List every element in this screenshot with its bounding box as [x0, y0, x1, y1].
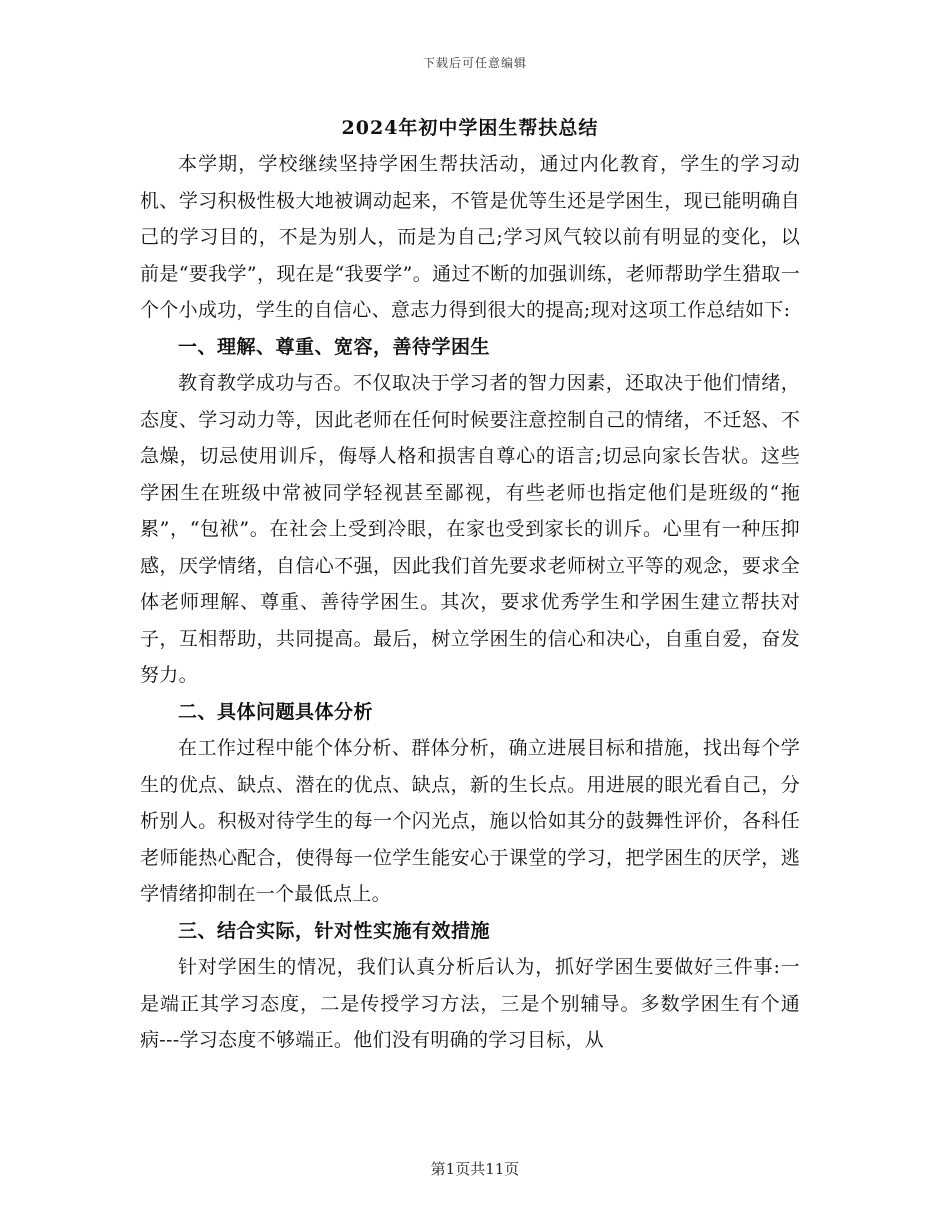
page-number: 第1页共11页 — [430, 1160, 520, 1178]
section-2-paragraph: 在工作过程中能个体分析、群体分析，确立进展目标和措施，找出每个学生的优点、缺点、潜在的优点、缺点，新的生长点。用进展的眼光看自己，分析别人。积极对待学生的每一个闪光点，施以恰如其分的鼓舞性评价，各科任老师能热心配合，使得每一位学生能安心于课堂的学习，把学困生的厌学，逃学情绪抑制在一个最低点上。 — [140, 737, 800, 905]
document-body — [140, 110, 800, 1059]
document-title: 2024年初中学困生帮扶总结 — [341, 117, 599, 139]
section-3-paragraph: 针对学困生的情况，我们认真分析后认为，抓好学困生要做好三件事:一是端正其学习态度，二是传授学习方法，三是个别辅导。多数学困生有个通病---学习态度不够端正。他们没有明确的学习目标，从 — [140, 956, 800, 1051]
section-3-heading: 三、结合实际，针对性实施有效措施 — [178, 919, 491, 942]
intro-paragraph: 本学期，学校继续坚持学困生帮扶活动，通过内化教育，学生的学习动机、学习积极性极大地被调动起来，不管是优等生还是学困生，现已能明确自己的学习目的，不是为别人，而是为自己;学习风气较以前有明显的变化，以前是“要我学”，现在是“我要学”。通过不断的加强训练，老师帮助学生猎取一个个小成功，学生的自信心、意志力得到很大的提高;现对这项工作总结如下: — [140, 153, 800, 321]
section-2-heading: 二、具体问题具体分析 — [178, 700, 374, 723]
section-1-heading: 一、理解、尊重、宽容，善待学困生 — [178, 335, 491, 358]
section-1-paragraph: 教育教学成功与否。不仅取决于学习者的智力因素，还取决于他们情绪，态度、学习动力等，因此老师在任何时候要注意控制自己的情绪，不迁怒、不急燥，切忌使用训斥，侮辱人格和损害自尊心的语言;切忌向家长告状。这些学困生在班级中常被同学轻视甚至鄙视，有些老师也指定他们是班级的“拖累”，“包袱”。在社会上受到冷眼，在家也受到家长的训斥。心里有一种压抑感，厌学情绪，自信心不强，因此我们首先要求老师树立平等的观念，要求全体老师理解、尊重、善待学困生。其次，要求优秀学生和学困生建立帮扶对子，互相帮助，共同提高。最后，树立学困生的信心和决心，自重自爱，奋发努力。 — [140, 372, 800, 686]
header-note: 下载后可任意编辑 — [422, 56, 527, 70]
